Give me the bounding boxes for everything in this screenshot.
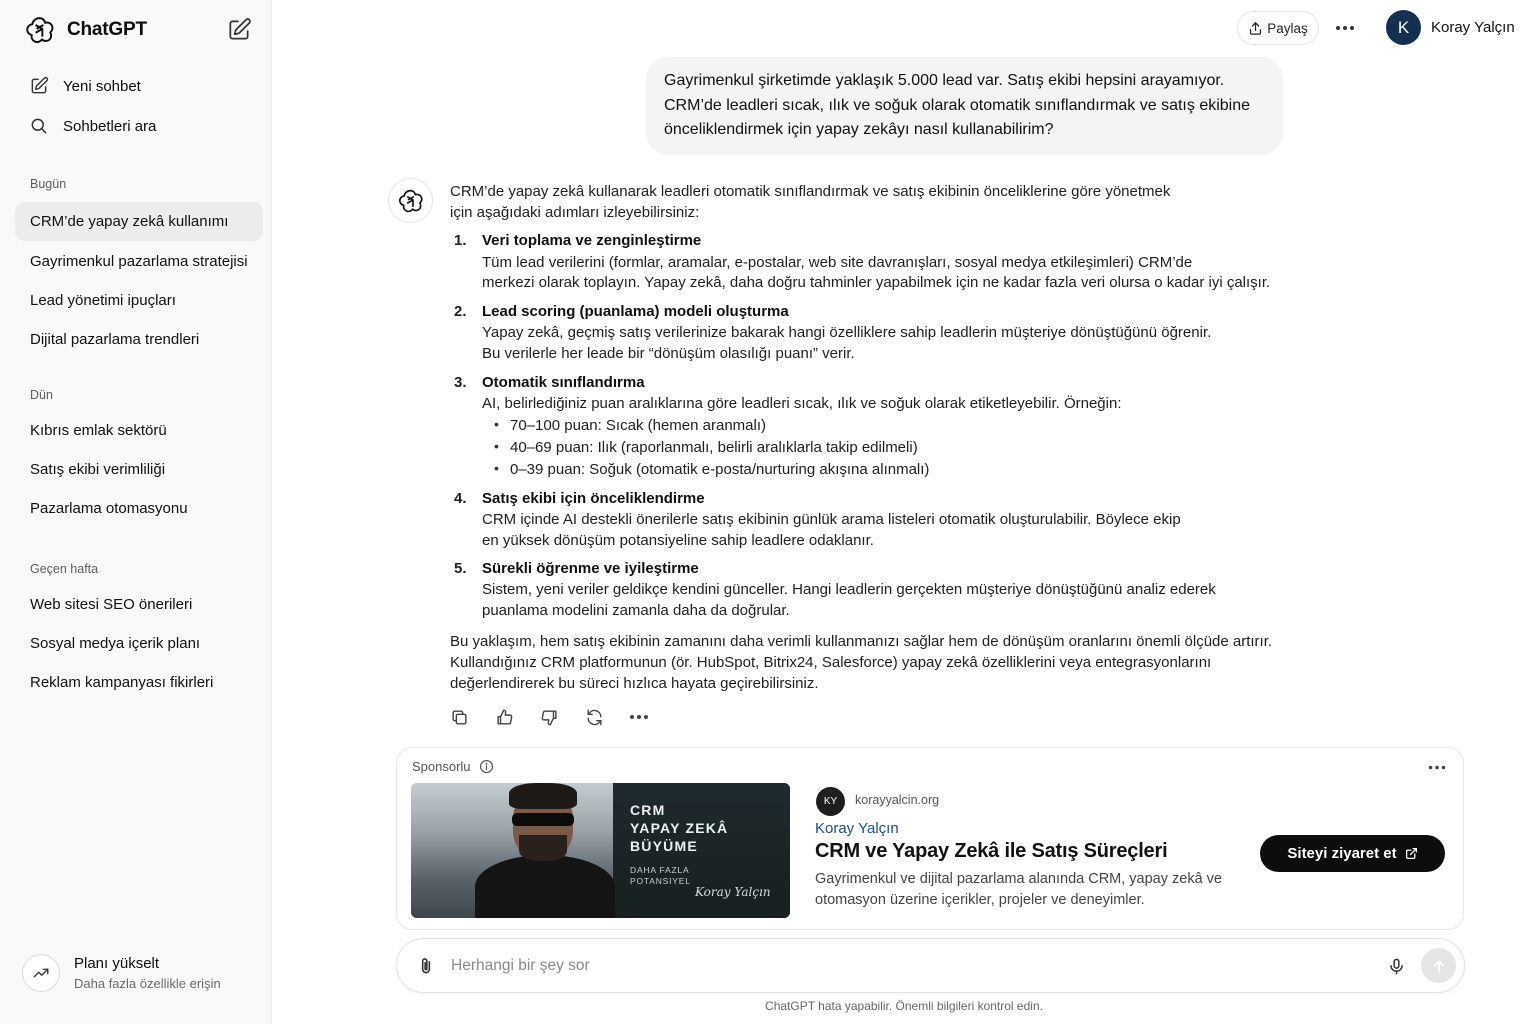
step-number: 2. xyxy=(454,303,467,320)
brand-name: ChatGPT xyxy=(67,18,147,40)
ad-image-subtitle-line: DAHA FAZLA xyxy=(630,865,690,875)
ad-image-subtitle xyxy=(630,865,691,887)
thumbs-up-icon[interactable] xyxy=(493,706,515,728)
step-title: Veri toplama ve zenginleştirme xyxy=(482,232,702,249)
section-label-today: Bugün xyxy=(30,177,67,191)
assistant-avatar xyxy=(388,178,433,223)
chat-item-real-estate-marketing[interactable]: Gayrimenkul pazarlama stratejisi xyxy=(30,253,248,270)
arrow-up-icon xyxy=(1431,958,1447,974)
step-text: Bu verilerle her leade bir “dönüşüm olasılığı puanı” verir. xyxy=(482,345,855,362)
assistant-outro-line: değerlendirerek bu süreci hızlıca hayata geçirebilirsiniz. xyxy=(450,675,819,692)
chat-item-sales-efficiency[interactable]: Satış ekibi verimliliği xyxy=(30,461,166,478)
user-name: Koray Yalçın xyxy=(1431,19,1515,36)
step-title: Lead scoring (puanlama) modeli oluşturma xyxy=(482,303,789,320)
step-text: merkezi olarak toplayın. Yapay zekâ, daha doğru tahminler yapabilmek için ne kadar fazla veri olursa o kadar iyi çalışır. xyxy=(482,274,1271,291)
bullet-dot: • xyxy=(494,460,499,476)
ad-image-person-body xyxy=(475,855,615,918)
edit-icon xyxy=(29,76,49,96)
ad-image-signature: Koray Yalçın xyxy=(695,885,771,899)
advertiser-name[interactable]: Koray Yalçın xyxy=(815,820,899,837)
ad-description: Gayrimenkul ve dijital pazarlama alanında CRM, yapay zekâ ve otomasyon üzerine içerikler, projeler ve deneyimler. xyxy=(815,871,1222,908)
chat-item-seo[interactable]: Web sitesi SEO önerileri xyxy=(30,596,193,613)
message-input[interactable] xyxy=(451,951,1351,981)
ad-image-person-glasses xyxy=(512,813,574,826)
brand[interactable] xyxy=(24,14,147,45)
info-icon[interactable] xyxy=(479,759,494,774)
visit-site-label: Siteyi ziyaret et xyxy=(1287,845,1397,862)
user-message-line: CRM’de leadleri sıcak, ılık ve soğuk olarak otomatik sınıflandırmak ve satış ekibine xyxy=(664,96,1251,114)
ad-title[interactable]: CRM ve Yapay Zekâ ile Satış Süreçleri xyxy=(815,840,1168,862)
chat-item-social-media[interactable]: Sosyal medya içerik planı xyxy=(30,635,201,652)
bullet-dot: • xyxy=(494,416,499,432)
ad-image[interactable] xyxy=(411,783,790,918)
share-icon xyxy=(1248,21,1263,36)
step-number: 4. xyxy=(454,490,467,507)
ad-image-title-line: CRM xyxy=(630,802,666,818)
search-chats-button[interactable] xyxy=(16,108,262,144)
openai-logo-icon xyxy=(397,187,424,214)
user-message xyxy=(646,57,1283,155)
step-text: AI, belirlediğiniz puan aralıklarına göre leadleri sıcak, ılık ve soğuk olarak etiketleyebilir. Örneğin: xyxy=(482,395,1122,412)
avatar: K xyxy=(1386,10,1421,45)
section-label-yesterday: Dün xyxy=(30,388,53,402)
chat-item-marketing-automation[interactable]: Pazarlama otomasyonu xyxy=(30,500,188,517)
new-chat-button[interactable] xyxy=(16,68,262,104)
upgrade-subtitle: Daha fazla özellikle erişin xyxy=(74,976,221,991)
bullet-text: 0–39 puan: Soğuk (otomatik e-posta/nurturing akışına alınmalı) xyxy=(510,461,930,478)
step-text: Sistem, yeni veriler geldikçe kendini günceller. Hangi leadlerin gerçekten müşteriye dönüştüğünü analiz ederek xyxy=(482,581,1216,598)
upgrade-icon xyxy=(22,954,60,992)
bullet-text: 70–100 puan: Sıcak (hemen aranmalı) xyxy=(510,417,766,434)
ad-image-person-hair xyxy=(509,783,577,809)
advertiser-badge: KY xyxy=(816,787,845,816)
more-icon[interactable] xyxy=(628,706,650,728)
advertiser-domain[interactable]: korayyalcin.org xyxy=(855,793,940,807)
user-menu[interactable] xyxy=(1386,10,1515,45)
more-options-icon[interactable] xyxy=(1331,14,1359,42)
step-text: Tüm lead verilerini (formlar, aramalar, e-postalar, web site davranışları, sosyal medya etkileşimleri) CRM’de xyxy=(482,254,1193,271)
upgrade-plan-button[interactable] xyxy=(22,954,221,992)
sponsored-card xyxy=(396,747,1464,930)
ad-image-title xyxy=(630,801,728,855)
chat-item-digital-marketing[interactable]: Dijital pazarlama trendleri xyxy=(30,331,200,348)
search-icon xyxy=(29,116,49,136)
ad-image-title-line: YAPAY ZEKÂ xyxy=(630,820,729,836)
bullet-dot: • xyxy=(494,438,499,454)
bullet-text: 40–69 puan: Ilık (raporlanmalı, belirli aralıklarla takip edilmeli) xyxy=(510,439,918,456)
step-title: Otomatik sınıflandırma xyxy=(482,374,645,391)
user-message-line: Gayrimenkul şirketimde yaklaşık 5.000 lead var. Satış ekibi hepsini arayamıyor. xyxy=(664,72,1225,89)
microphone-icon[interactable] xyxy=(1384,954,1408,978)
attach-icon[interactable] xyxy=(414,954,438,978)
step-text: puanlama modelini zamanla daha da doğrular. xyxy=(482,602,790,619)
assistant-outro-line: Kullandığınız CRM platformunun (ör. HubSpot, Bitrix24, Salesforce) yapay zekâ özelliklerini veya entegrasyonlarını xyxy=(450,654,1212,671)
new-chat-label: Yeni sohbet xyxy=(63,77,141,95)
sidebar xyxy=(0,0,272,1024)
ad-image-person-beard xyxy=(519,835,567,861)
openai-logo-icon xyxy=(24,14,55,45)
user-message-line: önceliklendirmek için yapay zekâyı nasıl kullanabilirim? xyxy=(664,121,1054,138)
new-chat-icon[interactable] xyxy=(226,17,252,43)
chat-item-crm-ai[interactable]: CRM’de yapay zekâ kullanımı xyxy=(15,202,263,241)
step-text: CRM içinde AI destekli önerilerle satış ekibinin günlük arama listeleri otomatik oluşturulabilir. Böylece ekip xyxy=(482,511,1181,528)
section-label-last-week: Geçen hafta xyxy=(30,562,99,576)
share-label: Paylaş xyxy=(1267,20,1308,36)
step-title: Sürekli öğrenme ve iyileştirme xyxy=(482,560,699,577)
assistant-intro-line: CRM’de yapay zekâ kullanarak leadleri otomatik sınıflandırmak ve satış ekibinin önceliklerine göre yönetmek xyxy=(450,183,1171,200)
step-number: 3. xyxy=(454,374,467,391)
ad-image-title-line: BÜYÜME xyxy=(630,838,698,854)
composer xyxy=(396,938,1465,993)
sponsored-text: Sponsorlu xyxy=(412,759,471,774)
chat-item-ad-campaign[interactable]: Reklam kampanyası fikirleri xyxy=(30,674,214,691)
search-chats-label: Sohbetleri ara xyxy=(63,117,157,135)
assistant-outro-line: Bu yaklaşım, hem satış ekibinin zamanını daha verimli kullanmanızı sağlar hem de dönüşüm oranlarını önemli ölçüde artırır. xyxy=(450,633,1273,650)
step-number: 5. xyxy=(454,560,467,577)
chat-item-lead-management[interactable]: Lead yönetimi ipuçları xyxy=(30,292,176,309)
disclaimer: ChatGPT hata yapabilir. Önemli bilgileri kontrol edin. xyxy=(765,999,1043,1013)
message-actions xyxy=(448,706,650,728)
upgrade-title: Planı yükselt xyxy=(74,955,160,972)
step-number: 1. xyxy=(454,232,467,249)
chat-item-cyprus-real-estate[interactable]: Kıbrıs emlak sektörü xyxy=(30,422,167,439)
copy-icon[interactable] xyxy=(448,706,470,728)
external-link-icon xyxy=(1405,847,1418,860)
regenerate-icon[interactable] xyxy=(583,706,605,728)
share-button[interactable] xyxy=(1237,11,1319,45)
step-text: Yapay zekâ, geçmiş satış verilerinize bakarak hangi özelliklere sahip leadlerin müşteriye dönüştüğünü öğrenir. xyxy=(482,324,1212,341)
send-button[interactable] xyxy=(1421,948,1456,983)
thumbs-down-icon[interactable] xyxy=(538,706,560,728)
ad-image-subtitle-line: POTANSIYEL xyxy=(630,876,691,886)
assistant-intro-line: için aşağıdaki adımları izleyebilirsiniz: xyxy=(450,204,700,221)
sponsored-label xyxy=(412,759,494,774)
visit-site-button[interactable] xyxy=(1260,835,1445,872)
step-text: en yüksek dönüşüm potansiyeline sahip leadlere odaklanır. xyxy=(482,532,874,549)
step-title: Satış ekibi için önceliklendirme xyxy=(482,490,705,507)
ad-more-icon[interactable] xyxy=(1425,756,1449,778)
